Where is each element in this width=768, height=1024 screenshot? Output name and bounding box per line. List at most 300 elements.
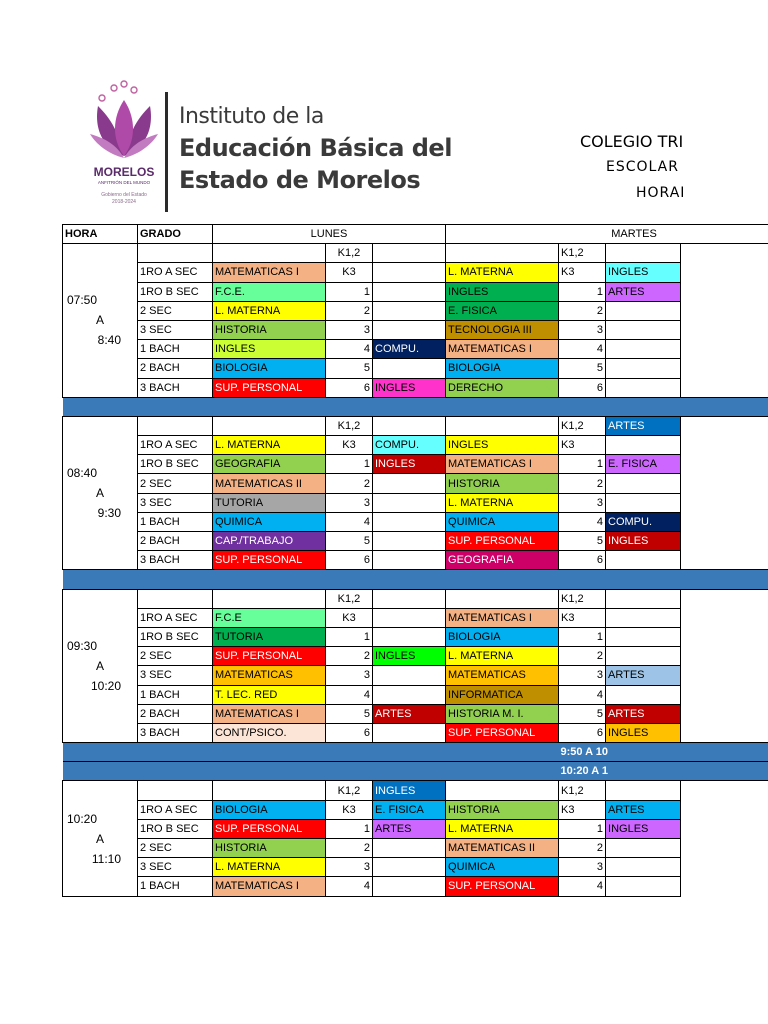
grade-cell: 1 BACH bbox=[138, 512, 213, 531]
table-row bbox=[63, 647, 768, 666]
tuesday-group: 2 bbox=[559, 474, 606, 493]
grade-cell bbox=[138, 244, 213, 263]
svg-text:ANFITRIÓN DEL MUNDO: ANFITRIÓN DEL MUNDO bbox=[97, 180, 151, 185]
svg-text:2018-2024: 2018-2024 bbox=[112, 199, 136, 205]
tuesday-group: 3 bbox=[559, 666, 606, 685]
tuesday-subject bbox=[446, 244, 559, 263]
monday-subject: MATEMATICAS I bbox=[213, 704, 326, 723]
monday-group: 1 bbox=[326, 627, 373, 646]
table-row bbox=[63, 512, 768, 531]
monday-subject: F.C.E bbox=[213, 608, 326, 627]
table-row bbox=[63, 244, 768, 263]
table-row bbox=[63, 493, 768, 512]
tuesday-extra: INGLES bbox=[606, 723, 681, 742]
overflow-cell bbox=[681, 551, 768, 570]
grade-cell: 1RO B SEC bbox=[138, 455, 213, 474]
grade-cell: 1RO B SEC bbox=[138, 627, 213, 646]
grade-cell: 1RO B SEC bbox=[138, 282, 213, 301]
tuesday-subject: MATEMATICAS I bbox=[446, 340, 559, 359]
institute-name-line1: Instituto de la bbox=[179, 104, 324, 129]
tuesday-extra: ARTES bbox=[606, 282, 681, 301]
tuesday-subject: MATEMATICAS I bbox=[446, 608, 559, 627]
monday-group: 2 bbox=[326, 301, 373, 320]
tuesday-subject: HISTORIA bbox=[446, 800, 559, 819]
table-row bbox=[63, 416, 768, 435]
table-row bbox=[63, 301, 768, 320]
table-row bbox=[63, 685, 768, 704]
table-row bbox=[63, 455, 768, 474]
overflow-cell bbox=[681, 839, 768, 858]
monday-subject: MATEMATICAS I bbox=[213, 263, 326, 282]
separator-left bbox=[63, 397, 559, 416]
grade-cell: 1RO A SEC bbox=[138, 800, 213, 819]
tuesday-group: 2 bbox=[559, 301, 606, 320]
grade-cell: 1 BACH bbox=[138, 877, 213, 896]
monday-extra: INGLES bbox=[373, 781, 446, 800]
table-row bbox=[63, 532, 768, 551]
overflow-cell bbox=[681, 340, 768, 359]
table-row bbox=[63, 551, 768, 570]
monday-subject: QUIMICA bbox=[213, 512, 326, 531]
monday-group: 3 bbox=[326, 493, 373, 512]
tuesday-extra bbox=[606, 877, 681, 896]
table-row bbox=[63, 263, 768, 282]
tuesday-subject: MATEMATICAS bbox=[446, 666, 559, 685]
monday-group: 5 bbox=[326, 704, 373, 723]
grade-cell bbox=[138, 416, 213, 435]
schedule-table bbox=[62, 224, 768, 897]
grade-cell: 3 BACH bbox=[138, 723, 213, 742]
tuesday-extra: COMPU. bbox=[606, 512, 681, 531]
monday-extra bbox=[373, 551, 446, 570]
grade-cell: 2 SEC bbox=[138, 839, 213, 858]
monday-subject: TUTORIA bbox=[213, 493, 326, 512]
time-slot-line: 9:30 bbox=[97, 506, 121, 521]
overflow-cell bbox=[681, 416, 768, 435]
monday-subject: INGLES bbox=[213, 340, 326, 359]
tuesday-extra bbox=[606, 436, 681, 455]
tuesday-extra bbox=[606, 627, 681, 646]
grade-cell: 1RO B SEC bbox=[138, 819, 213, 838]
tuesday-subject: L. MATERNA bbox=[446, 819, 559, 838]
grade-cell: 2 BACH bbox=[138, 359, 213, 378]
table-row bbox=[63, 858, 768, 877]
time-slot-line: A bbox=[95, 486, 104, 501]
tuesday-subject: HISTORIA bbox=[446, 474, 559, 493]
grade-cell: 1RO A SEC bbox=[138, 263, 213, 282]
monday-extra bbox=[373, 858, 446, 877]
tuesday-group: 6 bbox=[559, 551, 606, 570]
separator-left bbox=[63, 570, 559, 589]
table-row bbox=[63, 474, 768, 493]
time-slot-line: 09:30 bbox=[67, 638, 98, 653]
monday-subject: BIOLOGIA bbox=[213, 359, 326, 378]
monday-group: 4 bbox=[326, 340, 373, 359]
tuesday-group: 5 bbox=[559, 532, 606, 551]
tuesday-extra: ARTES bbox=[606, 704, 681, 723]
monday-extra bbox=[373, 666, 446, 685]
tuesday-group: K3 bbox=[559, 436, 606, 455]
col-header-grado: GRADO bbox=[138, 225, 213, 244]
overflow-cell bbox=[681, 493, 768, 512]
col-header-martes: MARTES bbox=[446, 225, 768, 244]
tuesday-subject: L. MATERNA bbox=[446, 493, 559, 512]
grade-cell bbox=[138, 781, 213, 800]
tuesday-subject: GEOGRAFIA bbox=[446, 551, 559, 570]
time-slot-line: A bbox=[95, 313, 104, 328]
monday-subject: GEOGRAFIA bbox=[213, 455, 326, 474]
monday-extra bbox=[373, 282, 446, 301]
grade-cell bbox=[138, 589, 213, 608]
tuesday-subject: E. FISICA bbox=[446, 301, 559, 320]
schedule-grid bbox=[62, 224, 768, 936]
time-slot-line: 10:20 bbox=[90, 678, 121, 693]
grade-cell: 3 BACH bbox=[138, 551, 213, 570]
monday-group: 6 bbox=[326, 723, 373, 742]
school-subtitle: ESCOLAR bbox=[606, 159, 679, 175]
monday-extra bbox=[373, 877, 446, 896]
time-slot bbox=[63, 589, 138, 743]
monday-extra bbox=[373, 532, 446, 551]
monday-group: 1 bbox=[326, 455, 373, 474]
monday-group: K1,2 bbox=[326, 244, 373, 263]
monday-extra: ARTES bbox=[373, 819, 446, 838]
monday-group: 3 bbox=[326, 858, 373, 877]
grade-cell: 1RO A SEC bbox=[138, 436, 213, 455]
table-row bbox=[63, 378, 768, 397]
overflow-cell bbox=[681, 685, 768, 704]
monday-group: K3 bbox=[326, 800, 373, 819]
monday-group: 5 bbox=[326, 532, 373, 551]
separator-label bbox=[559, 570, 768, 589]
tuesday-subject: BIOLOGIA bbox=[446, 627, 559, 646]
tuesday-extra: INGLES bbox=[606, 819, 681, 838]
monday-subject: CONT/PSICO. bbox=[213, 723, 326, 742]
tuesday-group: 6 bbox=[559, 378, 606, 397]
tuesday-group: 1 bbox=[559, 819, 606, 838]
overflow-cell bbox=[681, 800, 768, 819]
monday-extra bbox=[373, 685, 446, 704]
monday-extra: ARTES bbox=[373, 704, 446, 723]
grade-cell: 3 SEC bbox=[138, 858, 213, 877]
overflow-cell bbox=[681, 436, 768, 455]
monday-subject: MATEMATICAS I bbox=[213, 877, 326, 896]
separator-left bbox=[63, 743, 559, 762]
monday-group: 1 bbox=[326, 282, 373, 301]
overflow-cell bbox=[681, 263, 768, 282]
tuesday-extra bbox=[606, 839, 681, 858]
monday-extra bbox=[373, 359, 446, 378]
time-slot bbox=[63, 244, 138, 398]
overflow-cell bbox=[681, 819, 768, 838]
tuesday-group: 6 bbox=[559, 723, 606, 742]
table-row bbox=[63, 877, 768, 896]
tuesday-subject: MATEMATICAS I bbox=[446, 455, 559, 474]
grade-cell: 3 BACH bbox=[138, 378, 213, 397]
grade-cell: 2 BACH bbox=[138, 532, 213, 551]
separator-label: 9:50 A 10 bbox=[559, 743, 768, 762]
overflow-cell bbox=[681, 532, 768, 551]
monday-group: K1,2 bbox=[326, 589, 373, 608]
monday-subject: CAP./TRABAJO bbox=[213, 532, 326, 551]
monday-group: 3 bbox=[326, 320, 373, 339]
monday-extra: INGLES bbox=[373, 378, 446, 397]
institute-name-line2: Educación Básica del bbox=[179, 134, 452, 162]
tuesday-group: K1,2 bbox=[559, 416, 606, 435]
monday-extra bbox=[373, 474, 446, 493]
overflow-cell bbox=[681, 512, 768, 531]
tuesday-extra bbox=[606, 320, 681, 339]
monday-subject: L. MATERNA bbox=[213, 858, 326, 877]
tuesday-subject: INFORMATICA bbox=[446, 685, 559, 704]
time-slot bbox=[63, 416, 138, 570]
tuesday-group: K1,2 bbox=[559, 589, 606, 608]
tuesday-extra: ARTES bbox=[606, 800, 681, 819]
school-title: COLEGIO TRI bbox=[580, 132, 684, 151]
tuesday-extra bbox=[606, 474, 681, 493]
tuesday-group: 5 bbox=[559, 359, 606, 378]
monday-extra: COMPU. bbox=[373, 340, 446, 359]
tuesday-subject: SUP. PERSONAL bbox=[446, 532, 559, 551]
overflow-cell bbox=[681, 627, 768, 646]
tuesday-group: 3 bbox=[559, 320, 606, 339]
monday-subject bbox=[213, 781, 326, 800]
tuesday-subject: SUP. PERSONAL bbox=[446, 877, 559, 896]
table-row bbox=[63, 839, 768, 858]
table-row bbox=[63, 723, 768, 742]
monday-subject bbox=[213, 416, 326, 435]
overflow-cell bbox=[681, 474, 768, 493]
time-slot-line: A bbox=[95, 831, 104, 846]
col-header-lunes: LUNES bbox=[213, 225, 446, 244]
tuesday-group: K1,2 bbox=[559, 244, 606, 263]
tuesday-extra bbox=[606, 589, 681, 608]
monday-group: K3 bbox=[326, 608, 373, 627]
tuesday-extra: INGLES bbox=[606, 263, 681, 282]
monday-subject: L. MATERNA bbox=[213, 436, 326, 455]
overflow-cell bbox=[681, 244, 768, 263]
monday-subject: HISTORIA bbox=[213, 320, 326, 339]
monday-extra bbox=[373, 723, 446, 742]
tuesday-group: 5 bbox=[559, 704, 606, 723]
monday-subject: SUP. PERSONAL bbox=[213, 647, 326, 666]
table-row bbox=[63, 436, 768, 455]
grade-cell: 2 SEC bbox=[138, 474, 213, 493]
overflow-cell bbox=[681, 704, 768, 723]
grade-cell: 3 SEC bbox=[138, 320, 213, 339]
table-row bbox=[63, 589, 768, 608]
tuesday-subject: INGLES bbox=[446, 436, 559, 455]
tuesday-subject bbox=[446, 416, 559, 435]
column-header-row bbox=[63, 225, 768, 244]
monday-group: 2 bbox=[326, 647, 373, 666]
monday-group: K1,2 bbox=[326, 416, 373, 435]
tuesday-subject: HISTORIA M. I. bbox=[446, 704, 559, 723]
tuesday-extra bbox=[606, 858, 681, 877]
monday-subject bbox=[213, 244, 326, 263]
overflow-cell bbox=[681, 301, 768, 320]
grade-cell: 1 BACH bbox=[138, 685, 213, 704]
svg-text:Gobierno del Estado: Gobierno del Estado bbox=[101, 192, 147, 198]
table-row bbox=[63, 282, 768, 301]
monday-group: 3 bbox=[326, 666, 373, 685]
tuesday-subject: SUP. PERSONAL bbox=[446, 723, 559, 742]
table-row bbox=[63, 359, 768, 378]
grade-cell: 3 SEC bbox=[138, 666, 213, 685]
tuesday-extra bbox=[606, 378, 681, 397]
tuesday-subject: QUIMICA bbox=[446, 512, 559, 531]
tuesday-group: K3 bbox=[559, 263, 606, 282]
morelos-logo-icon bbox=[88, 78, 160, 216]
overflow-cell bbox=[681, 877, 768, 896]
monday-subject: BIOLOGIA bbox=[213, 800, 326, 819]
grade-cell: 1RO A SEC bbox=[138, 608, 213, 627]
overflow-cell bbox=[681, 666, 768, 685]
monday-subject bbox=[213, 589, 326, 608]
time-slot-line: 8:40 bbox=[97, 333, 121, 348]
document-header bbox=[0, 0, 768, 222]
monday-group: 1 bbox=[326, 819, 373, 838]
monday-group: 6 bbox=[326, 551, 373, 570]
tuesday-extra: E. FISICA bbox=[606, 455, 681, 474]
time-slot-line: 10:20 bbox=[67, 811, 98, 826]
tuesday-extra bbox=[606, 781, 681, 800]
monday-group: 2 bbox=[326, 474, 373, 493]
tuesday-subject: BIOLOGIA bbox=[446, 359, 559, 378]
monday-extra: INGLES bbox=[373, 455, 446, 474]
overflow-cell bbox=[681, 282, 768, 301]
break-separator bbox=[63, 762, 768, 781]
monday-group: K3 bbox=[326, 436, 373, 455]
tuesday-group: 2 bbox=[559, 647, 606, 666]
monday-group: 2 bbox=[326, 839, 373, 858]
monday-extra bbox=[373, 512, 446, 531]
monday-group: 4 bbox=[326, 685, 373, 704]
logo-divider bbox=[165, 92, 168, 212]
tuesday-subject: L. MATERNA bbox=[446, 263, 559, 282]
monday-subject: T. LEC. RED bbox=[213, 685, 326, 704]
table-row bbox=[63, 627, 768, 646]
time-slot bbox=[63, 781, 138, 896]
monday-group: 5 bbox=[326, 359, 373, 378]
tuesday-group: 1 bbox=[559, 455, 606, 474]
monday-extra: INGLES bbox=[373, 647, 446, 666]
tuesday-subject: TECNOLOGIA III bbox=[446, 320, 559, 339]
break-separator bbox=[63, 397, 768, 416]
tuesday-extra bbox=[606, 244, 681, 263]
institute-name-line3: Estado de Morelos bbox=[179, 166, 421, 194]
break-separator bbox=[63, 743, 768, 762]
overflow-cell bbox=[681, 858, 768, 877]
tuesday-subject bbox=[446, 781, 559, 800]
tuesday-group: 4 bbox=[559, 340, 606, 359]
grade-cell: 2 BACH bbox=[138, 704, 213, 723]
tuesday-subject: INGLES bbox=[446, 282, 559, 301]
tuesday-subject: L. MATERNA bbox=[446, 647, 559, 666]
monday-extra bbox=[373, 627, 446, 646]
overflow-cell bbox=[681, 320, 768, 339]
monday-group: K1,2 bbox=[326, 781, 373, 800]
tuesday-group: 4 bbox=[559, 512, 606, 531]
tuesday-subject: DERECHO bbox=[446, 378, 559, 397]
monday-subject: F.C.E. bbox=[213, 282, 326, 301]
overflow-cell bbox=[681, 455, 768, 474]
monday-subject: L. MATERNA bbox=[213, 301, 326, 320]
monday-subject: MATEMATICAS II bbox=[213, 474, 326, 493]
tuesday-group: 2 bbox=[559, 839, 606, 858]
monday-subject: SUP. PERSONAL bbox=[213, 378, 326, 397]
tuesday-group: 4 bbox=[559, 877, 606, 896]
table-row bbox=[63, 781, 768, 800]
tuesday-extra bbox=[606, 359, 681, 378]
tuesday-extra bbox=[606, 608, 681, 627]
monday-group: 4 bbox=[326, 512, 373, 531]
grade-cell: 2 SEC bbox=[138, 301, 213, 320]
tuesday-group: 3 bbox=[559, 493, 606, 512]
monday-extra bbox=[373, 589, 446, 608]
overflow-cell bbox=[681, 589, 768, 608]
tuesday-group: 1 bbox=[559, 282, 606, 301]
monday-extra bbox=[373, 416, 446, 435]
tuesday-group: 3 bbox=[559, 858, 606, 877]
table-row bbox=[63, 666, 768, 685]
overflow-cell bbox=[681, 608, 768, 627]
table-row bbox=[63, 608, 768, 627]
tuesday-extra bbox=[606, 685, 681, 704]
tuesday-group: 1 bbox=[559, 627, 606, 646]
separator-left bbox=[63, 762, 559, 781]
monday-subject: HISTORIA bbox=[213, 839, 326, 858]
monday-extra bbox=[373, 493, 446, 512]
grade-cell: 1 BACH bbox=[138, 340, 213, 359]
tuesday-subject bbox=[446, 589, 559, 608]
monday-extra: COMPU. bbox=[373, 436, 446, 455]
table-row bbox=[63, 340, 768, 359]
col-header-hora: HORA bbox=[63, 225, 138, 244]
tuesday-group: K1,2 bbox=[559, 781, 606, 800]
monday-extra bbox=[373, 263, 446, 282]
tuesday-extra bbox=[606, 647, 681, 666]
monday-extra bbox=[373, 839, 446, 858]
break-separator bbox=[63, 570, 768, 589]
monday-extra bbox=[373, 608, 446, 627]
monday-group: K3 bbox=[326, 263, 373, 282]
monday-subject: MATEMATICAS bbox=[213, 666, 326, 685]
table-row bbox=[63, 819, 768, 838]
schedule-title: HORAI bbox=[636, 185, 686, 201]
monday-subject: SUP. PERSONAL bbox=[213, 819, 326, 838]
tuesday-extra bbox=[606, 493, 681, 512]
grade-cell: 2 SEC bbox=[138, 647, 213, 666]
tuesday-group: 4 bbox=[559, 685, 606, 704]
overflow-cell bbox=[681, 359, 768, 378]
tuesday-group: K3 bbox=[559, 800, 606, 819]
tuesday-extra bbox=[606, 301, 681, 320]
time-slot-line: 11:10 bbox=[91, 851, 121, 866]
table-row bbox=[63, 800, 768, 819]
time-slot-line: 07:50 bbox=[67, 293, 98, 308]
overflow-cell bbox=[681, 378, 768, 397]
monday-group: 4 bbox=[326, 877, 373, 896]
monday-extra bbox=[373, 320, 446, 339]
svg-text:MORELOS: MORELOS bbox=[93, 165, 155, 179]
tuesday-subject: QUIMICA bbox=[446, 858, 559, 877]
tuesday-extra: ARTES bbox=[606, 666, 681, 685]
tuesday-subject: MATEMATICAS II bbox=[446, 839, 559, 858]
separator-label bbox=[559, 397, 768, 416]
tuesday-extra: INGLES bbox=[606, 532, 681, 551]
overflow-cell bbox=[681, 723, 768, 742]
